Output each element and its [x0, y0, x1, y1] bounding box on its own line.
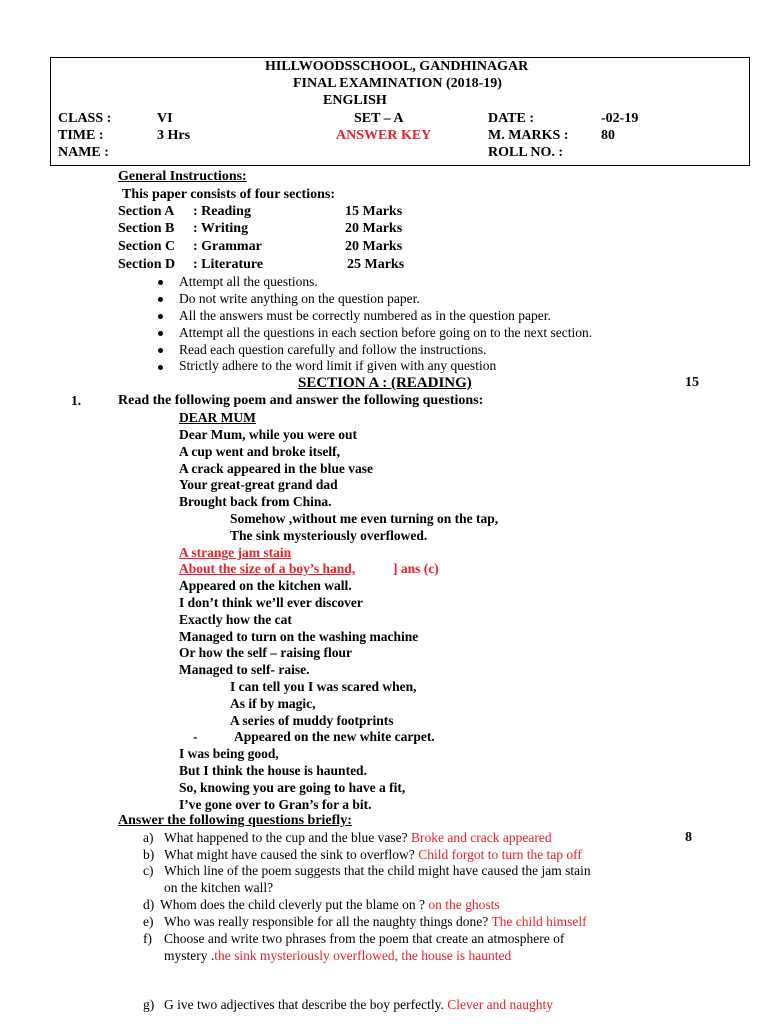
question-label: d)	[143, 897, 155, 912]
marks-value: 80	[601, 128, 615, 143]
bullet-icon	[158, 280, 163, 285]
section-a-total-marks: 15	[685, 375, 699, 390]
poem-line: Dear Mum, while you were out	[179, 427, 357, 442]
poem-line: A crack appeared in the blue vase	[179, 461, 374, 476]
question-label: b)	[143, 847, 155, 862]
poem-line: Your great-great grand dad	[179, 477, 338, 492]
section-d-marks: 25 Marks	[347, 257, 405, 272]
exam-title: FINAL EXAMINATION (2018-19)	[293, 76, 502, 91]
roll-label: ROLL NO. :	[488, 145, 564, 160]
poem-line: Brought back from China.	[179, 494, 332, 509]
date-label: DATE :	[488, 111, 535, 126]
poem-line: Or how the self – raising flour	[179, 645, 352, 660]
poem-line: I’ve gone over to Gran’s for a bit.	[179, 797, 372, 812]
poem-line: Exactly how the cat	[179, 612, 292, 627]
school-name: HILLWOODSSCHOOL, GANDHINAGAR	[265, 59, 529, 74]
question-f-cont	[164, 948, 511, 964]
question-number: 1.	[71, 393, 82, 408]
section-a-heading: SECTION A : (READING)	[298, 375, 472, 391]
poem-line-answer: About the size of a boy’s hand,	[179, 561, 356, 576]
poem-line: So, knowing you are going to have a fit,	[179, 780, 406, 795]
answer-text: Clever and naughty	[447, 997, 554, 1012]
bullet-icon	[158, 365, 163, 370]
poem-line: I can tell you I was scared when,	[230, 679, 417, 694]
question-text: G ive two adjectives that describe the boy perfectly.	[164, 997, 444, 1012]
poem-line: Appeared on the new white carpet.	[234, 729, 435, 744]
poem-line: But I think the house is haunted.	[179, 763, 367, 778]
sub-questions-marks: 8	[685, 830, 692, 845]
question-a	[164, 830, 552, 846]
poem-line: As if by magic,	[230, 696, 316, 711]
section-b-name: Section B	[118, 221, 175, 236]
instruction-bullet: Attempt all the questions in each section before going on to the next section.	[179, 325, 593, 340]
instructions-intro: This paper consists of four sections:	[122, 187, 336, 202]
question-c-cont: on the kitchen wall?	[164, 880, 274, 895]
name-label: NAME :	[58, 145, 109, 160]
question-text: What might have caused the sink to overflow?	[164, 847, 415, 862]
poem-line: I was being good,	[179, 746, 279, 761]
time-label: TIME :	[58, 128, 104, 143]
bullet-icon	[158, 297, 163, 302]
marks-label: M. MARKS :	[488, 128, 569, 143]
section-a-name: Section A	[118, 204, 175, 219]
bullet-icon	[158, 331, 163, 336]
question-c: Which line of the poem suggests that the child might have caused the jam stain	[164, 863, 591, 878]
poem-line: A cup went and broke itself,	[179, 444, 341, 459]
set-label: SET – A	[354, 111, 404, 126]
section-a-marks: 15 Marks	[345, 204, 403, 219]
poem-line: I don’t think we’ll ever discover	[179, 595, 363, 610]
instruction-bullet: All the answers must be correctly numbered as in the question paper.	[179, 308, 551, 323]
time-value: 3 Hrs	[157, 128, 191, 143]
poem-line: Somehow ,without me even turning on the tap,	[230, 511, 499, 526]
answer-text: Child forgot to turn the tap off	[418, 847, 582, 862]
class-value: VI	[157, 111, 173, 126]
poem-line: A series of muddy footprints	[230, 713, 394, 728]
question-b	[164, 847, 582, 863]
instruction-bullet: Do not write anything on the question paper.	[179, 291, 420, 306]
poem-line: Managed to self- raise.	[179, 662, 310, 677]
section-d-name: Section D	[118, 257, 176, 272]
question-label: g)	[143, 997, 155, 1012]
sub-questions-heading: Answer the following questions briefly:	[118, 813, 352, 828]
instruction-bullet: Strictly adhere to the word limit if given with any question	[179, 358, 497, 373]
answer-text: The child himself	[491, 914, 587, 929]
poem-line: Managed to turn on the washing machine	[179, 629, 419, 644]
question-label: f)	[143, 931, 152, 946]
question-d	[160, 897, 500, 913]
answer-text: Broke and crack appeared	[411, 830, 552, 845]
bullet-icon	[158, 348, 163, 353]
instruction-bullet: Attempt all the questions.	[179, 274, 318, 289]
poem-line: Appeared on the kitchen wall.	[179, 578, 352, 593]
question-label: e)	[143, 914, 154, 929]
bullet-icon	[158, 314, 163, 319]
section-c-title: : Grammar	[193, 239, 262, 254]
section-c-marks: 20 Marks	[345, 239, 403, 254]
poem-line-answer: A strange jam stain	[179, 545, 292, 560]
answer-text: the sink mysteriously overflowed, the house is haunted	[214, 948, 512, 963]
question-label: c)	[143, 863, 154, 878]
poem-line: The sink mysteriously overflowed.	[230, 528, 428, 543]
question-g	[164, 997, 553, 1013]
section-c-name: Section C	[118, 239, 176, 254]
answer-marker: ] ans (c)	[393, 561, 439, 576]
question-text: mystery .	[164, 948, 215, 963]
question-f: Choose and write two phrases from the poem that create an atmosphere of	[164, 931, 565, 946]
section-a-title: : Reading	[193, 204, 251, 219]
poem-dash: -	[193, 729, 198, 744]
question-text: What happened to the cup and the blue vase?	[164, 830, 408, 845]
date-value: -02-19	[601, 111, 639, 126]
section-b-marks: 20 Marks	[345, 221, 403, 236]
answer-key-label: ANSWER KEY	[336, 128, 432, 143]
question-text: Who was really responsible for all the naughty things done?	[164, 914, 489, 929]
subject-title: ENGLISH	[323, 93, 387, 108]
question-e	[164, 914, 587, 930]
section-d-title: : Literature	[193, 257, 264, 272]
instruction-bullet: Read each question carefully and follow the instructions.	[179, 342, 487, 357]
section-b-title: : Writing	[193, 221, 249, 236]
class-label: CLASS :	[58, 111, 112, 126]
answer-text: on the ghosts	[428, 897, 500, 912]
question-label: a)	[143, 830, 154, 845]
poem-title: DEAR MUM	[179, 410, 256, 425]
question-text: Read the following poem and answer the following questions:	[118, 393, 484, 408]
instructions-heading: General Instructions:	[118, 169, 247, 184]
question-text: Whom does the child cleverly put the blame on ?	[160, 897, 426, 912]
